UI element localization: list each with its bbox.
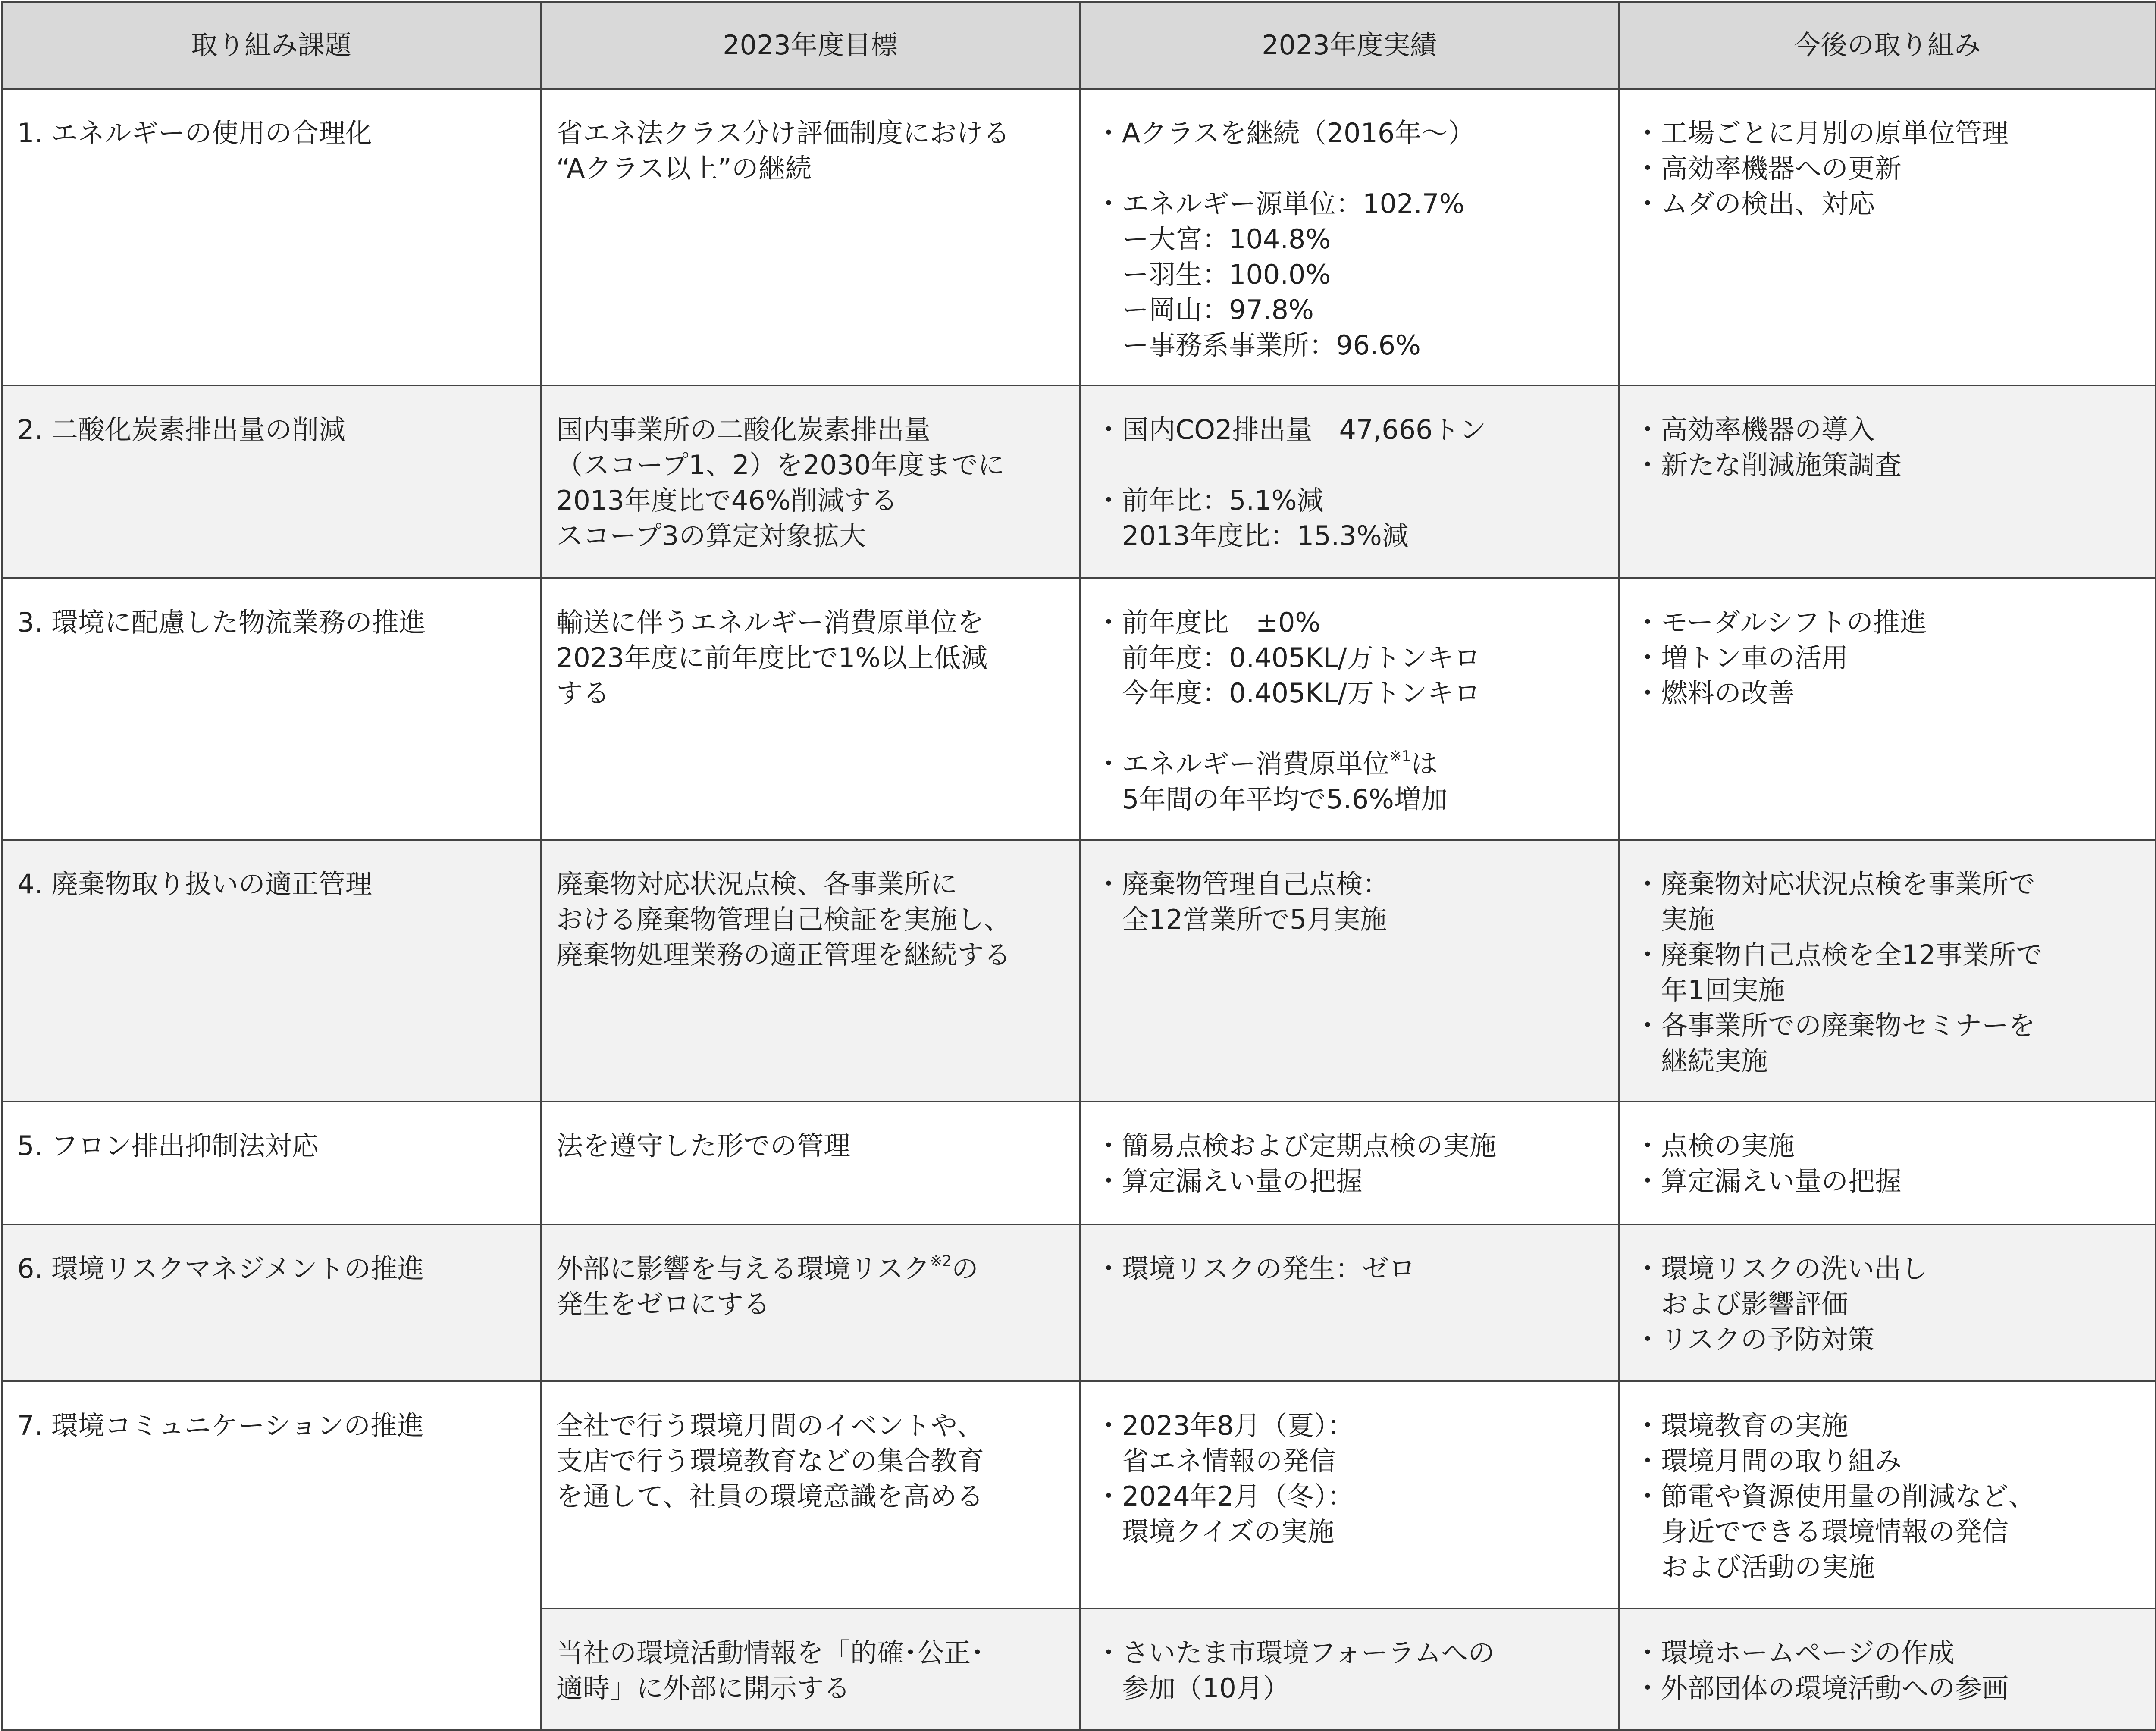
goal-line: 廃棄物対応状況点検、各事業所に: [556, 868, 958, 900]
result-line: ・前年度比 ±0%: [1095, 607, 1321, 638]
goal-cell: [541, 1224, 1080, 1381]
future-cell: [1619, 840, 2156, 1102]
result-cell: [1080, 1609, 1619, 1730]
result-line: [1095, 448, 1605, 483]
header-row: [2, 2, 2156, 89]
goal-line: 適時」に外部に開示する: [556, 1672, 851, 1704]
future-line: ・各事業所での廃棄物セミナーを: [1634, 1010, 2036, 1041]
goal-line: 2013年度比で46%削減する: [556, 485, 898, 516]
result-line: ー大宮：104.8%: [1095, 223, 1331, 255]
result-line: ー岡山：97.8%: [1095, 294, 1314, 326]
result-line: 前年度：0.405KL/万トンキロ: [1095, 642, 1481, 673]
table-row: [2, 840, 2156, 1102]
result-line: 5年間の年平均で5.6%増加: [1095, 783, 1448, 815]
result-cell: [1080, 1381, 1619, 1609]
goal-cell: [541, 578, 1080, 840]
goal-line: （スコープ1、2）を2030年度までに: [556, 449, 1005, 481]
table-row: [2, 1102, 2156, 1224]
result-line: ・さいたま市環境フォーラムへの: [1095, 1637, 1495, 1668]
future-line: ・燃料の改善: [1634, 677, 1795, 709]
goal-cell: [541, 89, 1080, 385]
future-line: ・環境教育の実施: [1634, 1410, 1849, 1441]
future-line: ・増トン車の活用: [1634, 642, 1849, 673]
goal-line: 当社の環境活動情報を「的確･公正･: [556, 1637, 984, 1668]
goal-line: 廃棄物処理業務の適正管理を継続する: [556, 939, 1011, 970]
future-line: 身近でできる環境情報の発信: [1634, 1516, 2009, 1547]
result-line: ・Aクラスを継続（2016年〜）: [1095, 117, 1475, 149]
future-line: ・算定漏えい量の把握: [1634, 1165, 1902, 1197]
goal-line: 2023年度に前年度比で1%以上低減: [556, 642, 988, 673]
issue-cell: [2, 1102, 541, 1224]
goal-line: 輸送に伴うエネルギー消費原単位を: [556, 607, 984, 638]
footnote-mark-1: ※1: [1389, 748, 1411, 765]
result-cell: [1080, 840, 1619, 1102]
future-line: および活動の実施: [1634, 1551, 1875, 1583]
goal-line: おける廃棄物管理自己検証を実施し、: [556, 904, 1011, 935]
issue-cell: [2, 1381, 541, 1730]
result-cell: [1080, 1224, 1619, 1381]
goal-cell: [541, 1381, 1080, 1609]
result-line: ・算定漏えい量の把握: [1095, 1165, 1363, 1197]
future-cell: [1619, 89, 2156, 385]
issue-cell: [2, 578, 541, 840]
result-line: ・環境リスクの発生：ゼロ: [1095, 1253, 1416, 1284]
result-line: ー事務系事業所：96.6%: [1095, 329, 1421, 361]
future-line: ・節電や資源使用量の削減など、: [1634, 1481, 2036, 1512]
result-line: 2013年度比：15.3%減: [1095, 520, 1409, 551]
issue-text: 2. 二酸化炭素排出量の削減: [17, 414, 345, 445]
future-line: ・モーダルシフトの推進: [1634, 607, 1927, 638]
goal-line: スコープ3の算定対象拡大: [556, 520, 866, 551]
table-row: [2, 1381, 2156, 1609]
result-cell: [1080, 89, 1619, 385]
future-line: 年1回実施: [1634, 974, 1785, 1006]
future-line: ・高効率機器への更新: [1634, 153, 1902, 184]
header-goal: 2023年度目標: [541, 2, 1080, 89]
goal-line: “Aクラス以上”の継続: [556, 153, 812, 184]
future-line: ・点検の実施: [1634, 1130, 1795, 1161]
goal-line: 全社で行う環境月間のイベントや、: [556, 1410, 984, 1441]
table-row: [2, 89, 2156, 385]
result-line: 環境クイズの実施: [1095, 1516, 1335, 1547]
result-line: ー羽生：100.0%: [1095, 259, 1331, 290]
goal-cell: [541, 1102, 1080, 1224]
footnote-mark-2: ※2: [930, 1252, 952, 1270]
result-line: ・2023年8月（夏）：: [1095, 1410, 1354, 1441]
future-cell: [1619, 1102, 2156, 1224]
future-line: ・環境ホームページの作成: [1634, 1637, 1955, 1668]
future-line: ・外部団体の環境活動への参画: [1634, 1672, 2009, 1704]
future-line: ・ムダの検出、対応: [1634, 188, 1875, 219]
environmental-goals-table: [1, 1, 2156, 1731]
future-line: ・廃棄物対応状況点検を事業所で: [1634, 868, 2036, 900]
goal-line: する: [556, 677, 610, 709]
goal-line-with-note: [556, 1251, 1066, 1287]
goal-line: 発生をゼロにする: [556, 1288, 771, 1320]
future-cell: [1619, 578, 2156, 840]
issue-text: 7. 環境コミュニケーションの推進: [17, 1410, 424, 1441]
goal-cell: [541, 1609, 1080, 1730]
result-line: 参加（10月）: [1095, 1672, 1290, 1704]
future-line: ・環境月間の取り組み: [1634, 1445, 1902, 1477]
goal-cell: [541, 385, 1080, 578]
future-line: 実施: [1634, 904, 1715, 935]
result-text: ・エネルギー消費原単位: [1095, 748, 1390, 779]
future-line: 継続実施: [1634, 1045, 1768, 1077]
table-row: [2, 578, 2156, 840]
result-line: 今年度：0.405KL/万トンキロ: [1095, 677, 1481, 709]
future-line: ・廃棄物自己点検を全12事業所で: [1634, 939, 2043, 970]
result-cell: [1080, 578, 1619, 840]
issue-cell: [2, 385, 541, 578]
issue-text: 3. 環境に配慮した物流業務の推進: [17, 607, 426, 638]
result-cell: [1080, 385, 1619, 578]
result-line: ・簡易点検および定期点検の実施: [1095, 1130, 1497, 1161]
issue-text: 6. 環境リスクマネジメントの推進: [17, 1253, 424, 1284]
goal-cell: [541, 840, 1080, 1102]
goal-line: を通して、社員の環境意識を高める: [556, 1481, 984, 1512]
table-row: [2, 1224, 2156, 1381]
result-line: [1095, 151, 1605, 186]
result-line: ・2024年2月（冬）：: [1095, 1481, 1354, 1512]
future-line: および影響評価: [1634, 1288, 1849, 1320]
issue-text: 5. フロン排出抑制法対応: [17, 1130, 319, 1161]
issue-cell: [2, 840, 541, 1102]
header-result: 2023年度実績: [1080, 2, 1619, 89]
future-cell: [1619, 1224, 2156, 1381]
result-line: 省エネ情報の発信: [1095, 1445, 1336, 1477]
header-future: 今後の取り組み: [1619, 2, 2156, 89]
result-line: 全12営業所で5月実施: [1095, 904, 1387, 935]
goal-line: 省エネ法クラス分け評価制度における: [556, 117, 1010, 149]
future-cell: [1619, 1381, 2156, 1609]
goal-line: 支店で行う環境教育などの集合教育: [556, 1445, 984, 1477]
result-line: ・前年比：5.1%減: [1095, 485, 1324, 516]
result-cell: [1080, 1102, 1619, 1224]
issue-text: 1. エネルギーの使用の合理化: [17, 117, 372, 149]
future-cell: [1619, 385, 2156, 578]
future-line: ・高効率機器の導入: [1634, 414, 1875, 445]
header-issue: 取り組み課題: [2, 2, 541, 89]
result-line-with-note: [1095, 746, 1605, 782]
result-line: ・エネルギー源単位：102.7%: [1095, 188, 1465, 219]
issue-cell: [2, 89, 541, 385]
result-line: ・廃棄物管理自己点検：: [1095, 868, 1390, 900]
result-line: [1095, 711, 1605, 746]
goal-text: 外部に影響を与える環境リスク: [556, 1253, 930, 1284]
future-cell: [1619, 1609, 2156, 1730]
result-suffix: は: [1411, 748, 1438, 779]
future-line: ・リスクの予防対策: [1634, 1324, 1874, 1355]
result-line: ・国内CO2排出量 47,666トン: [1095, 414, 1486, 445]
future-line: ・新たな削減施策調査: [1634, 449, 1902, 481]
issue-text: 4. 廃棄物取り扱いの適正管理: [17, 868, 372, 900]
future-line: ・環境リスクの洗い出し: [1634, 1253, 1928, 1284]
issue-cell: [2, 1224, 541, 1381]
goal-line: 法を遵守した形での管理: [556, 1130, 851, 1161]
goal-line: 国内事業所の二酸化炭素排出量: [556, 414, 931, 445]
table-row: [2, 385, 2156, 578]
future-line: ・工場ごとに月別の原単位管理: [1634, 117, 2009, 149]
goal-suffix: の: [951, 1253, 978, 1284]
